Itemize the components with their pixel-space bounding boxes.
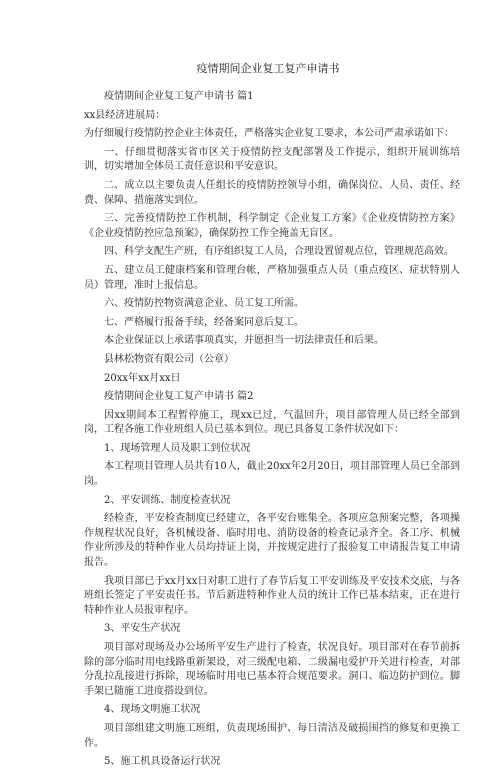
paragraph: 一、仔细贯彻落实省市区关于疫情防控支配部署及工作提示，组织开展训练培训，切实增加全体员工责任意识和平安意识。 <box>84 146 460 173</box>
paragraph: 三、完善疫情防控工作机制，科学制定《企业复工方案》《企业疫情防控方案》《企业疫情防控应急预案》，确保防控工作全掩盖无盲区。 <box>84 213 460 239</box>
paragraph: 5、施工机具设备运行状况 <box>104 756 221 768</box>
paragraph: 项目部对现场及办公场所平安生产进行了检查，状况良好。项目部对在春节前拆除的部分临时用电线路重新架设，对三级配电箱、二级漏电爱护开关进行检查，对部分乱拉乱接进行拆除，现场临时用电已基本符合规范要求。洞口、临边防护到位。脚手架已随施工进度搭设到位。 <box>84 642 460 697</box>
paragraph: 4、现场文明施工状况 <box>104 704 201 716</box>
document-body <box>84 90 460 770</box>
paragraph: 3、平安生产状况 <box>104 623 181 635</box>
paragraph: 2、平安训练、制度检查状况 <box>104 494 231 506</box>
document-title: 疫情期间企业复工复产申请书 <box>196 62 340 75</box>
paragraph: 项目部组建文明施工班组，负责现场围护、每日清洁及破损围挡的修复和更换工作。 <box>84 722 460 749</box>
paragraph: 我项目部已于xx月xx日对职工进行了春节后复工平安训练及平安技术交底，与各班组长签定了平安责任书。节后新进特种作业人员的统计工作已基本结束，正在进行特种作业人员报审程序。 <box>84 575 460 616</box>
paragraph: 1、现场管理人员及职工到位状况 <box>104 442 251 454</box>
paragraph: xx县经济进展局： <box>84 109 166 121</box>
paragraph: 本企业保证以上承诺事项真实，并愿担当一切法律责任和后果。 <box>104 335 384 347</box>
paragraph: 县林松物资有限公司（公章） <box>104 353 234 365</box>
paragraph: 本工程项目管理人员共有10人，截止20xx年2月20日，项目部管理人员已全部到岗。 <box>84 461 460 488</box>
paragraph: 四、科学支配生产班，有序组织复工人员，合理设置留观点位，管理规范高效。 <box>104 246 454 258</box>
paragraph: 七、严格履行报备手续，经备案同意后复工。 <box>104 316 304 328</box>
paragraph: 疫情期间企业复工复产申请书 篇1 <box>104 91 254 102</box>
paragraph: 因xx期间本工程暂停施工，现xx已过，气温回升，项目部管理人员已经全部到岗，工程各施工作业班组人员已基本到位。现已具备复工条件状况如下： <box>84 409 460 436</box>
paragraph: 20xx年xx月xx日 <box>104 372 181 384</box>
paragraph: 疫情期间企业复工复产申请书 篇2 <box>104 391 254 403</box>
paragraph: 五、建立员工健康档案和管理台帐，严格加强重点人员（重点疫区、症状特别人员）管理，准时上报信息。 <box>84 264 460 291</box>
paragraph: 为仔细履行疫情防控企业主体责任，严格落实企业复工要求，本公司严肃承诺如下： <box>84 128 454 140</box>
paragraph: 经检查，平安检查制度已经建立，各平安台账集全。各项应急预案完整，各项操作规程状况良好，各机械设备、临时用电、消防设备的检查记录齐全。各工序、机械作业所涉及的特种作业人员均持证上岗，并按规定进行了报验复工申请报告复工申请报告。 <box>84 513 460 569</box>
paragraph: 二、成立以主要负责人任组长的疫情防控领导小组，确保岗位、人员、责任、经费、保障、措施落实到位。 <box>84 179 460 206</box>
paragraph: 六、疫情防控物资满意企业、员工复工所需。 <box>104 298 304 310</box>
